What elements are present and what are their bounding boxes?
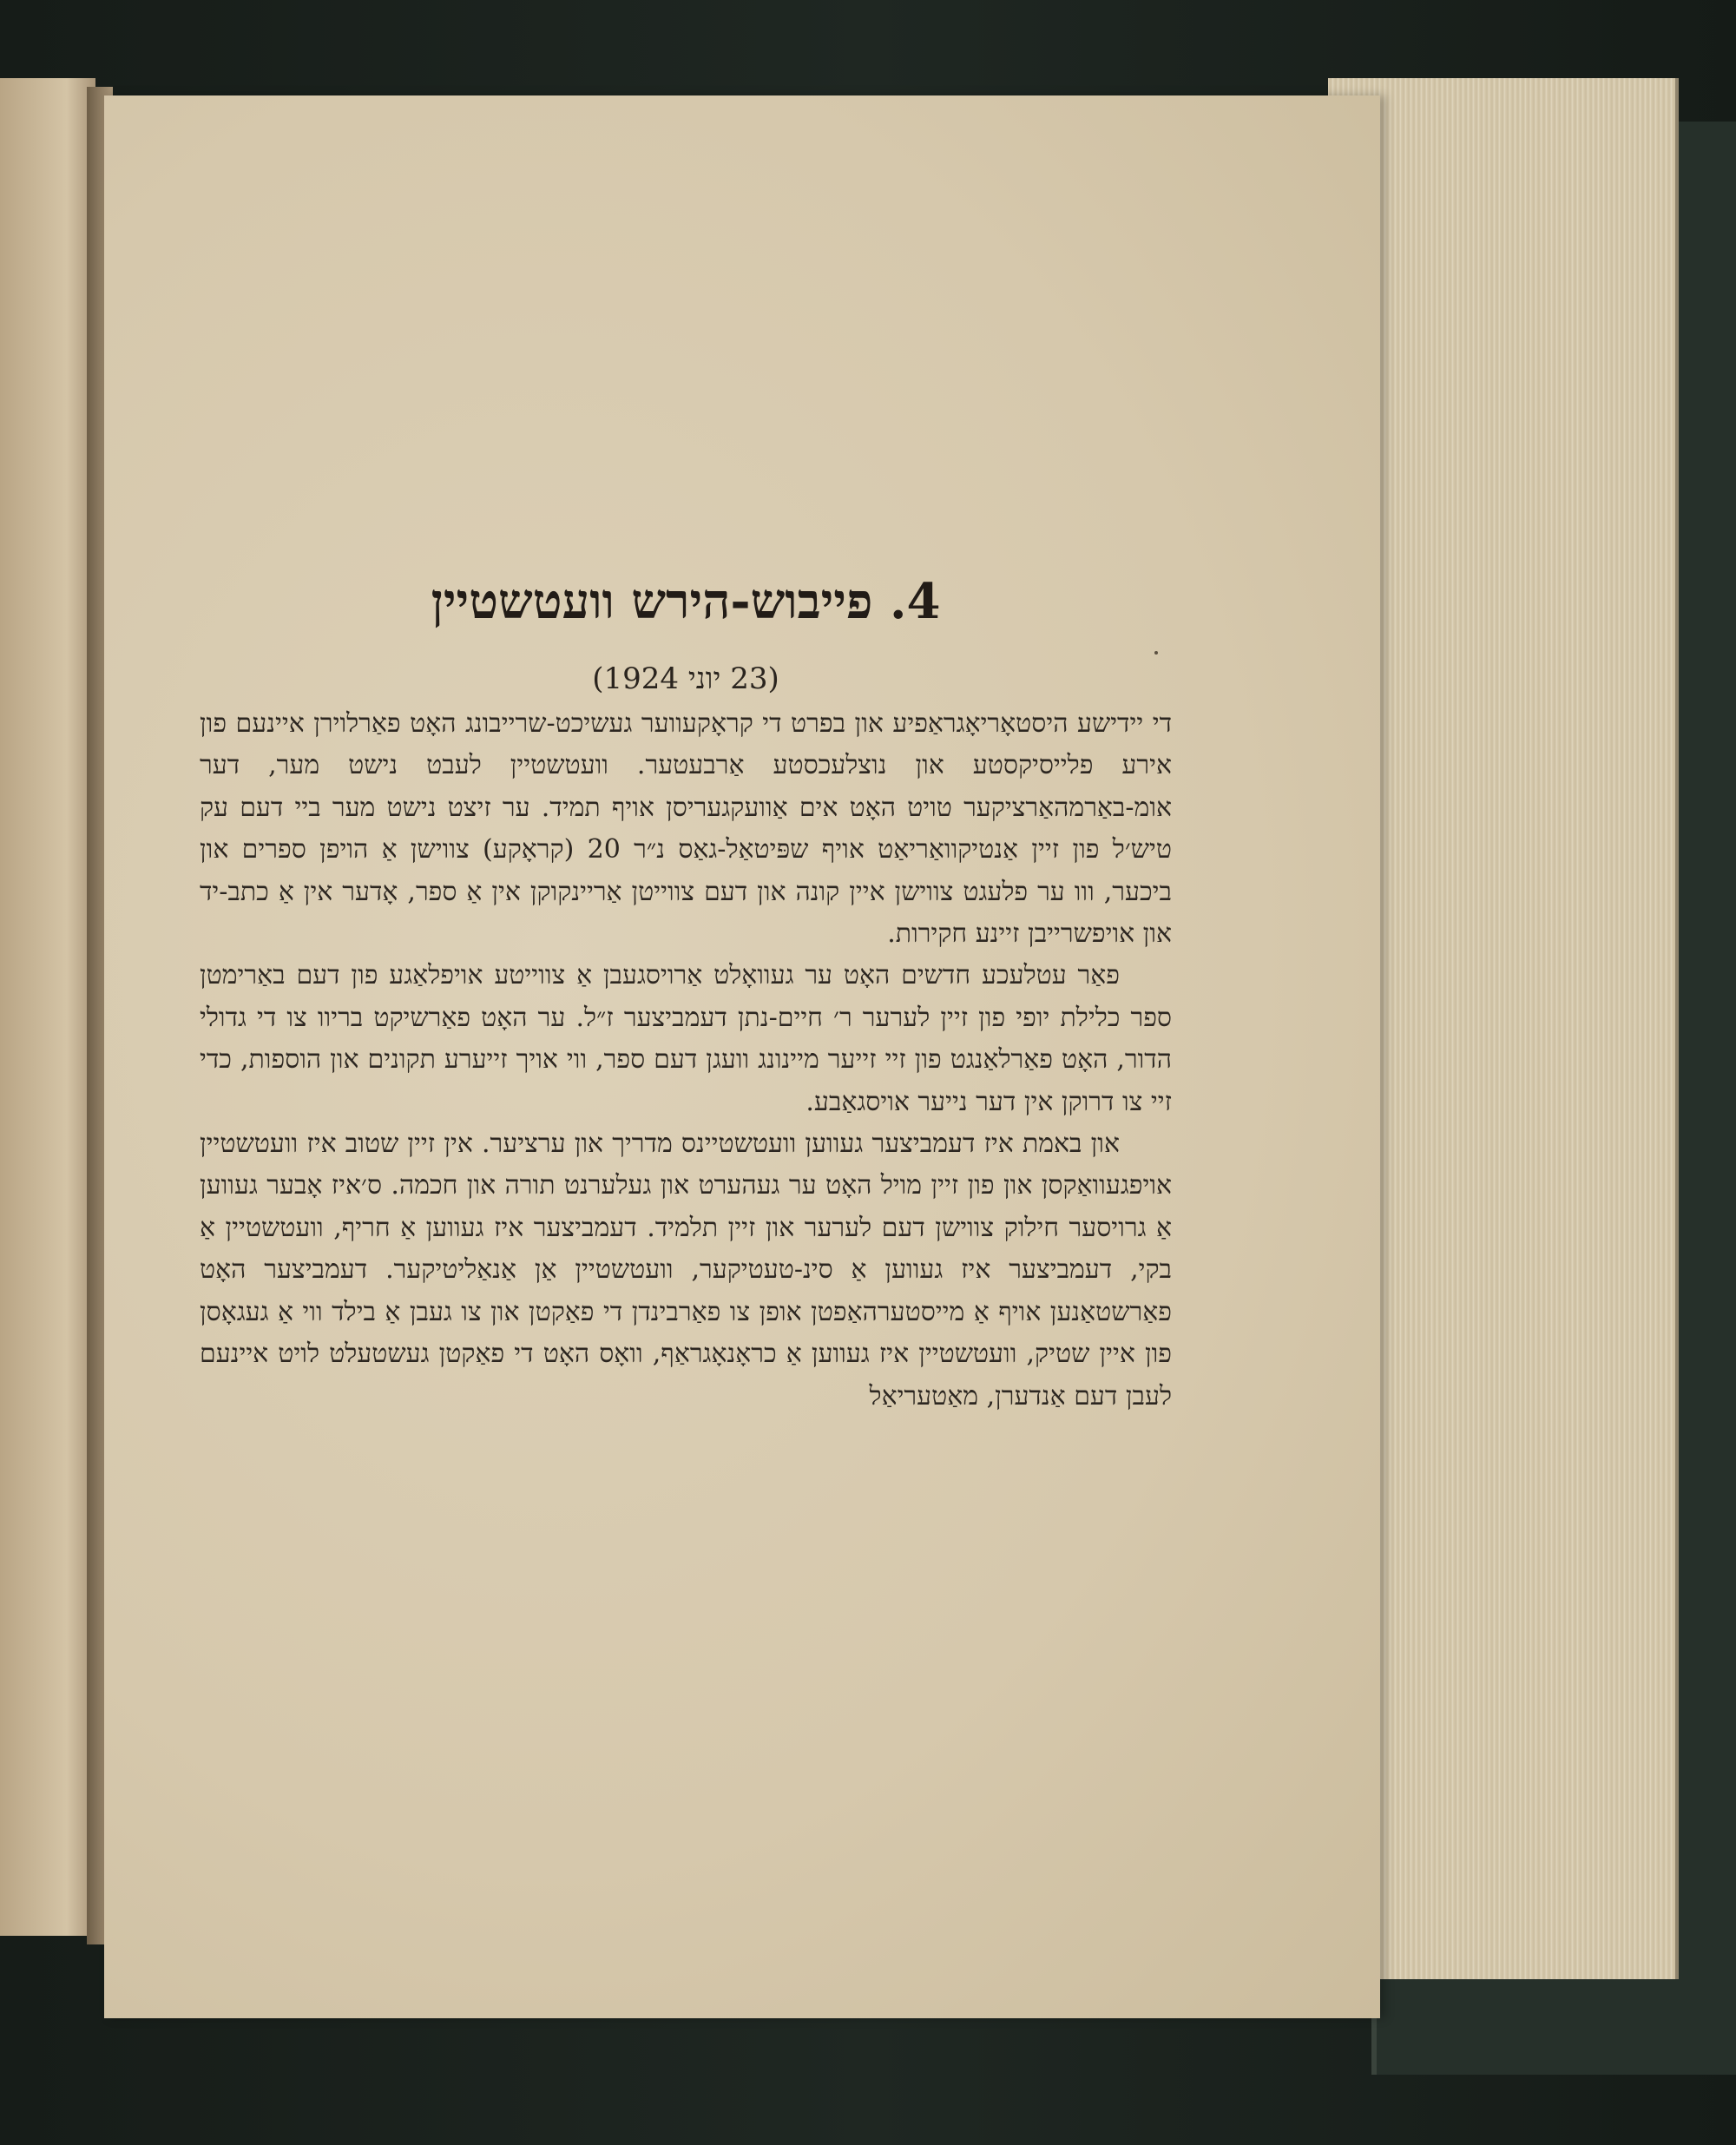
paragraph-3: און באמת איז דעמביצער געווען וועטשטיינס מדריך און ערציער. אין זיין שטוב איז וועטשטיין אויפגעוואַקסן און פון זיין מויל האָט ער געהערט און געלערנט תורה און חכמה. ס׳איז אָבער געווען אַ גרויסער חילוק צווישן דעם לערער און זיין תלמיד. דעמביצער איז געווען אַ חריף, וועטשטיין אַ בקי, דעמביצער איז געווען אַ סינ-טעטיקער, וועטשטיין אַן אַנאַליטיקער. דעמביצער האָט פאַרשטאַנען אויף אַ מייסטערהאַפטן אופן צו פאַרבינדן די פאַקטן און צו געבן אַ בילד ווי אַ געגאָסן פון איין שטיק, וועטשטיין איז געווען אַ כראָנאָגראַף, וואָס האָט די פאַקטן געשטעלט לויט איינעם לעבן דעם אַנדערן, מאַטעריאַל [200,1128,1172,1411]
chapter-date: (23 יוני 1924) [592,661,779,696]
body-text [200,703,1172,1418]
paragraph-2: פאַר עטלעכע חדשים האָט ער געוואָלט אַרויסגעבן אַ צווייטע אויפלאַגע פון דעם באַרימטן ספר כלילת יופי פון זיין לערער ר׳ חיים-נתן דעמביצער ז״ל. ער האָט פאַרשיקט בריוו צו די גדולי הדור, האָט פאַרלאַנגט פון זיי זייער מיינונג וועגן דעם ספר, ווי אויך זייערע תקונים און הוספות, כדי זיי צו דרוקן אין דער נייער אויסגאַבע. [200,960,1172,1117]
chapter-title: 4. פייבוש-הירש וועטשטיין [431,573,941,630]
page-edges [1328,78,1679,1979]
paper-speck [1154,651,1158,655]
paragraph-1: די יידישע היסטאָריאָגראַפיע און בפרט די קראָקעווער געשיכט-שרייבונג האָט פאַרלוירן איינעם פון אירע פלייסיקסטע און נוצלעכסטע אַרבעטער. וועטשטיין לעבט נישט מער, דער אומ-באַרמהאַרציקער טויט האָט אים אַוועקגעריסן אויף תמיד. ער זיצט נישט מער ביי דעם עק טיש׳ל פון זיין אַנטיקוואַריאַט אויף שפּיטאַל-גאַס נ״ר 20 (קראָקע) צווישן אַ הויפן ספרים און ביכער, ווו ער פלעגט צווישן איין קונה און דעם צווייטן אַריינקוקן אין אַ ספר, אָדער אין אַ כתב-יד און אויפשרייבן זיינע חקירות. [200,708,1172,950]
left-page-edge [0,78,95,1936]
